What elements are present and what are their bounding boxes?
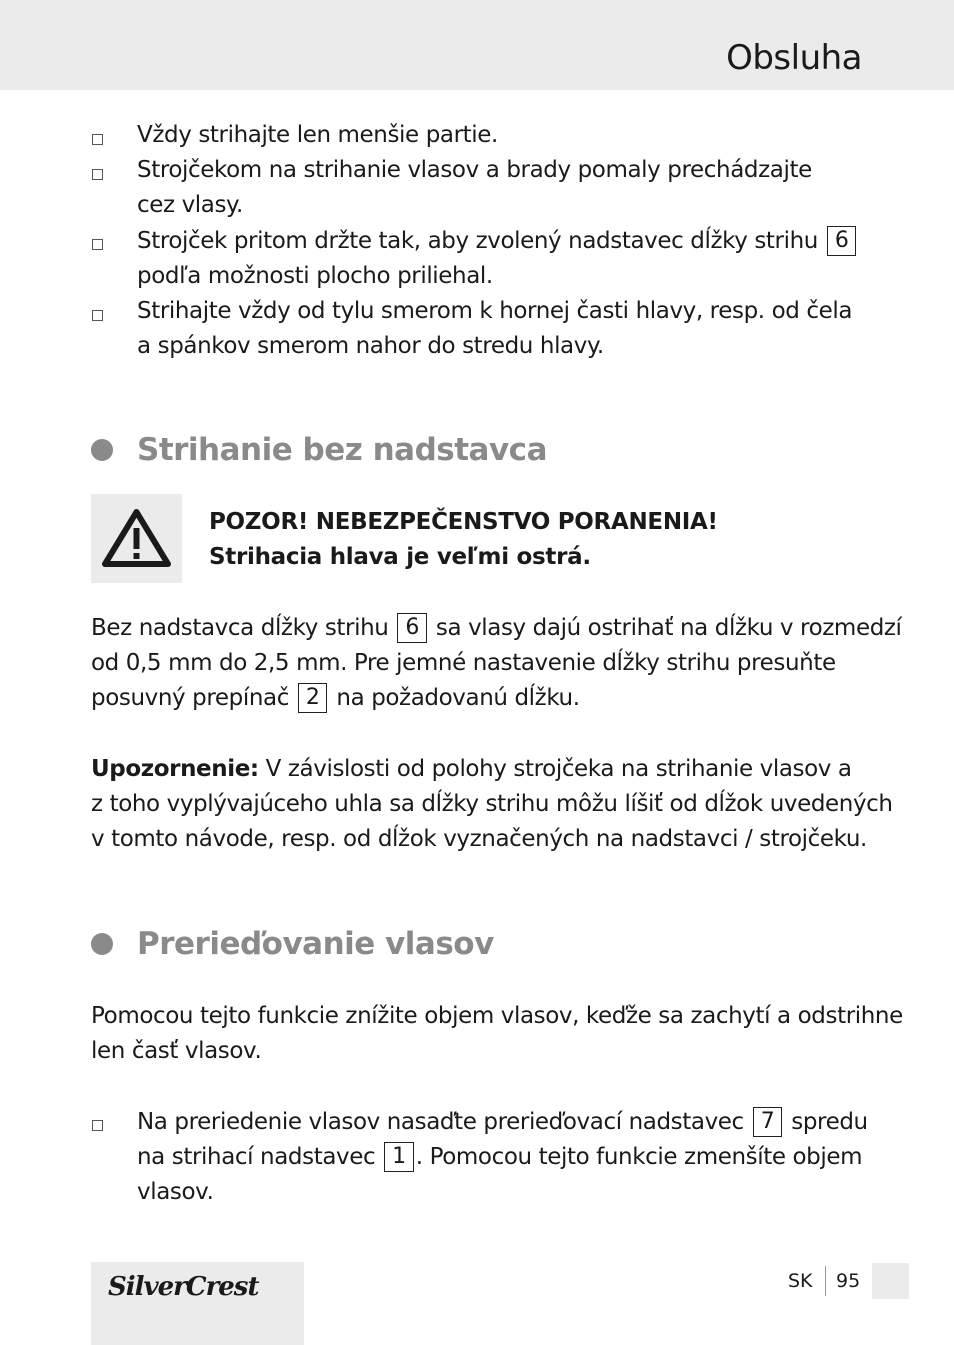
ref-number-box: 6 bbox=[827, 226, 857, 256]
ref-number-box: 2 bbox=[298, 683, 328, 713]
warning-icon-box bbox=[91, 494, 182, 583]
page-title: Obsluha bbox=[726, 38, 862, 78]
list-item: Na preriedenie vlasov nasaďte prerieďovací nadstavec 7 spredu na strihací nadstavec 1 . Pomocou tejto funkcie zmenšíte objem vlasov. bbox=[137, 1109, 868, 1205]
ref-number-box: 6 bbox=[397, 613, 427, 643]
ref-number-box: 1 bbox=[384, 1142, 414, 1172]
paragraph: Bez nadstavca dĺžky strihu 6 sa vlasy dajú ostrihať na dĺžku v rozmedzí od 0,5 mm do 2,5 mm. Pre jemné nastavenie dĺžky strihu presuňte posuvný prepínač 2 na požadovanú dĺžku. bbox=[91, 615, 902, 711]
section-bullet-dot bbox=[91, 933, 113, 955]
footer-divider bbox=[825, 1266, 826, 1296]
bullet-marker bbox=[92, 134, 103, 145]
section-heading: Prerieďovanie vlasov bbox=[137, 926, 494, 962]
bullet-marker bbox=[92, 310, 103, 321]
ref-number-box: 7 bbox=[753, 1107, 783, 1137]
page-number: 95 bbox=[836, 1270, 861, 1292]
bullet-marker bbox=[92, 1120, 103, 1131]
footer-language: SK bbox=[788, 1270, 813, 1292]
bullet-marker bbox=[92, 239, 103, 250]
brand-logo: SilverCrest bbox=[108, 1272, 259, 1302]
warning-triangle-icon bbox=[91, 494, 182, 583]
list-item: Strojček pritom držte tak, aby zvolený nadstavec dĺžky strihu 6 podľa možnosti plocho priliehal. bbox=[137, 224, 858, 294]
note-label: Upozornenie: bbox=[91, 756, 259, 782]
list-item: Vždy strihajte len menšie partie. bbox=[137, 122, 498, 148]
warning-text: POZOR! NEBEZPEČENSTVO PORANENIA! Strihacia hlava je veľmi ostrá. bbox=[209, 509, 718, 570]
bullet-marker bbox=[92, 169, 103, 180]
footer-tab bbox=[872, 1263, 909, 1299]
section-bullet-dot bbox=[91, 439, 113, 461]
list-item: Strihajte vždy od tylu smerom k hornej časti hlavy, resp. od čela a spánkov smerom nahor do stredu hlavy. bbox=[137, 298, 853, 359]
note-paragraph: Upozornenie: V závislosti od polohy strojčeka na strihanie vlasov a z toho vyplývajúceho uhla sa dĺžky strihu môžu líšiť od dĺžok uvedených v tomto návode, resp. od dĺžok vyznačených na nadstavci / strojčeku. bbox=[91, 756, 893, 852]
section-heading: Strihanie bez nadstavca bbox=[137, 432, 547, 468]
list-item: Strojčekom na strihanie vlasov a brady pomaly prechádzajte cez vlasy. bbox=[137, 157, 812, 218]
paragraph: Pomocou tejto funkcie znížite objem vlasov, keďže sa zachytí a odstrihne len časť vlasov. bbox=[91, 1003, 903, 1064]
brand-logo-box bbox=[91, 1262, 304, 1345]
